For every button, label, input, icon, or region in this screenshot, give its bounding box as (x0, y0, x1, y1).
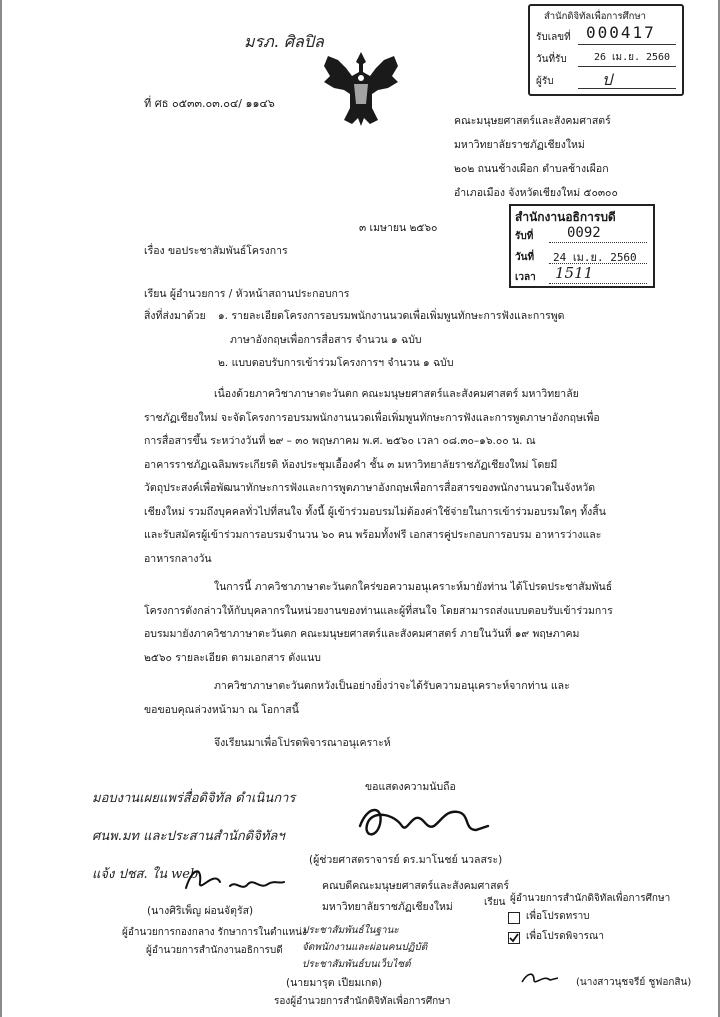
paragraph-line: ในการนี้ ภาควิชาภาษาตะวันตกใคร่ขอความอนุเคราะห์มายังท่าน ได้โปรดประชาสัมพันธ์ (214, 581, 613, 593)
handwritten-line: ศนพ.มท และประสานสำนักดิจิทัลฯ (92, 829, 285, 844)
dean-signature (354, 796, 494, 848)
checkbox-for-consideration[interactable] (508, 932, 520, 944)
handwritten-line: มอบงานเผยแพร่สื่อดิจิทัล ดำเนินการ (92, 791, 296, 806)
signer-position-line: คณบดีคณะมนุษยศาสตร์และสังคมศาสตร์ (322, 880, 510, 892)
checkmark-icon (509, 933, 519, 943)
stamp-received-no: 000417 (586, 23, 656, 42)
received-stamp-president-office (509, 204, 655, 288)
enclosures-label: สิ่งที่ส่งมาด้วย (144, 310, 206, 322)
body-paragraph-1 (144, 383, 644, 571)
handwritten-line: ประชาสัมพันธ์ในฐานะ (302, 925, 399, 936)
option-label: เพื่อโปรดทราบ (526, 911, 590, 922)
handwritten-line: ประชาสัมพันธ์บนเว็บไซต์ (302, 959, 411, 970)
stamp-date-label: วันที่รับ (536, 54, 567, 65)
stamp-no: 0092 (567, 225, 601, 241)
bottom-signer-position: รองผู้อำนวยการสำนักดิจิทัลเพื่อการศึกษา (274, 996, 451, 1007)
signer-position (322, 876, 509, 918)
sender-address (454, 109, 618, 205)
enclosure-item: ๒. แบบตอบรับการเข้าร่วมโครงการฯ จำนวน ๑ ฉบับ (218, 357, 454, 369)
paragraph-line: เนื่องด้วยภาควิชาภาษาตะวันตก คณะมนุษยศาสตร์และสังคมศาสตร์ มหาวิทยาลัย (214, 388, 579, 400)
regards: ขอแสดงความนับถือ (365, 781, 456, 793)
stamp-receiver-label: ผู้รับ (536, 76, 554, 87)
stamp-title: สำนักงานอธิการบดี (515, 210, 616, 224)
paragraph-line: เชียงใหม่ รวมถึงบุคคลทั่วไปที่สนใจ ทั้งนี้ ผู้เข้าร่วมอบรมไม่ต้องค่าใช้จ่ายในการเข้าร่วมอบรมใดๆ ทั้งสิ้น (144, 505, 606, 518)
paragraph-line: ขอขอบคุณล่วงหน้ามา ณ โอกาสนี้ (144, 703, 299, 716)
staff-signature (520, 968, 560, 988)
paragraph-line: และรับสมัครผู้เข้าร่วมการอบรมจำนวน ๖๐ คน พร้อมทั้งฟรี เอกสารคู่ประกอบการอบรม อาหารว่างและ (144, 529, 602, 541)
address-line: ๒๐๒ ถนนช้างเผือก ตำบลช้างเผือก (454, 163, 609, 175)
paragraph-line: อาคารราชภัฏเฉลิมพระเกียรติ ห้องประชุมเอื้องคำ ชั้น ๓ มหาวิทยาลัยราชภัฏเชียงใหม่ โดยมี (144, 458, 558, 471)
handwritten-line: แจ้ง ปชส. ใน web. (92, 867, 203, 882)
salutation-line: เรียน ผู้อำนวยการ / หัวหน้าสถานประกอบการ (144, 288, 350, 300)
routing-box (484, 893, 692, 1006)
garuda-emblem-icon (318, 48, 404, 130)
address-line: อำเภอเมือง จังหวัดเชียงใหม่ ๕๐๓๐๐ (454, 187, 618, 199)
director-signature (180, 862, 290, 898)
stamp-receiver: ป (602, 70, 613, 89)
paragraph-line: อาหารกลางวัน (144, 552, 212, 565)
handwritten-forwarding-notes (302, 922, 427, 973)
letter-date: ๓ เมษายน ๒๕๖๐ (359, 222, 438, 234)
checkbox-for-acknowledge[interactable] (508, 912, 520, 924)
paragraph-line: อบรมมายังภาควิชาภาษาตะวันตก คณะมนุษยศาสตร์และสังคมศาสตร์ ภายในวันที่ ๑๙ พฤษภาคม (144, 628, 580, 640)
paragraph-line: ๒๕๖๐ รายละเอียด ตามเอกสาร ดังแนบ (144, 651, 321, 664)
stamp-date: 26 เม.ย. 2560 (594, 52, 671, 63)
stamp-date-label: วันที่ (515, 252, 535, 263)
signer-name: (ผู้ช่วยศาสตราจารย์ ดร.มาโนชย์ นวลสระ) (309, 854, 503, 866)
bottom-signer-name: (นายมารุต เปียมเกต) (286, 977, 383, 989)
paragraph-line: การสื่อสารขึ้น ระหว่างวันที่ ๒๙ – ๓๐ พฤษภาคม พ.ศ. ๒๕๖๐ เวลา ๐๘.๓๐–๑๖.๐๐ น. ณ (144, 435, 536, 447)
left-signer-position-line: ผู้อำนวยการสำนักงานอธิการบดี (146, 945, 283, 956)
paragraph-line: วัตถุประสงค์เพื่อพัฒนาทักษะการฟังและการพูดภาษาอังกฤษเพื่อการสื่อสารของพนักงานนวดในจังหวัด (144, 482, 596, 494)
signer-position-line: มหาวิทยาลัยราชภัฏเชียงใหม่ (322, 901, 453, 913)
address-line: คณะมนุษยศาสตร์และสังคมศาสตร์ (454, 115, 611, 127)
routing-signer: (นางสาวนุชจรีย์ ชูฟอกสิน) (576, 977, 692, 988)
body-paragraph-3 (144, 675, 644, 722)
body-paragraph-2 (144, 576, 644, 670)
paragraph-line: ราชภัฏเชียงใหม่ จะจัดโครงการอบรมพนักงานนวดเพื่อเพิ่มพูนทักษะการฟังและการพูดภาษาอังกฤษเพื่อ (144, 411, 600, 424)
left-signer-position (122, 924, 307, 960)
address-line: มหาวิทยาลัยราชภัฏเชียงใหม่ (454, 139, 585, 151)
received-stamp-digital-office (528, 4, 684, 96)
closing-request: จึงเรียนมาเพื่อโปรดพิจารณาอนุเคราะห์ (214, 737, 391, 749)
left-signer-name: (นางศิริเพ็ญ ผ่อนจัตุรัส) (147, 905, 254, 917)
subject-line: เรื่อง ขอประชาสัมพันธ์โครงการ (144, 245, 288, 257)
stamp-received-no-label: รับเลขที่ (536, 32, 571, 43)
paragraph-line: ภาควิชาภาษาตะวันตกหวังเป็นอย่างยิ่งว่าจะได้รับความอนุเคราะห์จากท่าน และ (214, 680, 570, 692)
paragraph-line: โครงการดังกล่าวให้กับบุคลากรในหน่วยงานของท่านและผู้ที่สนใจ โดยสามารถส่งแบบตอบรับเข้าร่วมการ (144, 604, 613, 617)
stamp-time-label: เวลา (515, 272, 536, 283)
stamp-no-label: รับที่ (515, 231, 534, 242)
routing-to-label: เรียน (484, 897, 506, 908)
enclosure-item: ภาษาอังกฤษเพื่อการสื่อสาร จำนวน ๑ ฉบับ (230, 334, 422, 346)
enclosure-item: ๑. รายละเอียดโครงการอบรมพนักงานนวดเพื่อเพิ่มพูนทักษะการฟังและการพูด (218, 310, 565, 322)
routing-to: ผู้อำนวยการสำนักดิจิทัลเพื่อการศึกษา (510, 893, 671, 904)
option-label: เพื่อโปรดพิจารณา (526, 931, 604, 942)
handwritten-note-top: มรภ. ศิลปิล (244, 32, 324, 51)
stamp-title: สำนักดิจิทัลเพื่อการศึกษา (544, 11, 646, 22)
stamp-date: 24 เม.ย. 2560 (553, 251, 637, 264)
left-signer-position-line: ผู้อำนวยการกองกลาง รักษาการในตำแหน่ง (122, 927, 307, 938)
stamp-time: 1511 (555, 264, 594, 282)
reference-number: ที่ ศธ ๐๕๓๓.๐๓.๐๔/ ๑๑๔๖ (144, 97, 275, 110)
handwritten-line: จัดพนักงานและผ่อนคนปฏิบัติ (302, 942, 428, 953)
